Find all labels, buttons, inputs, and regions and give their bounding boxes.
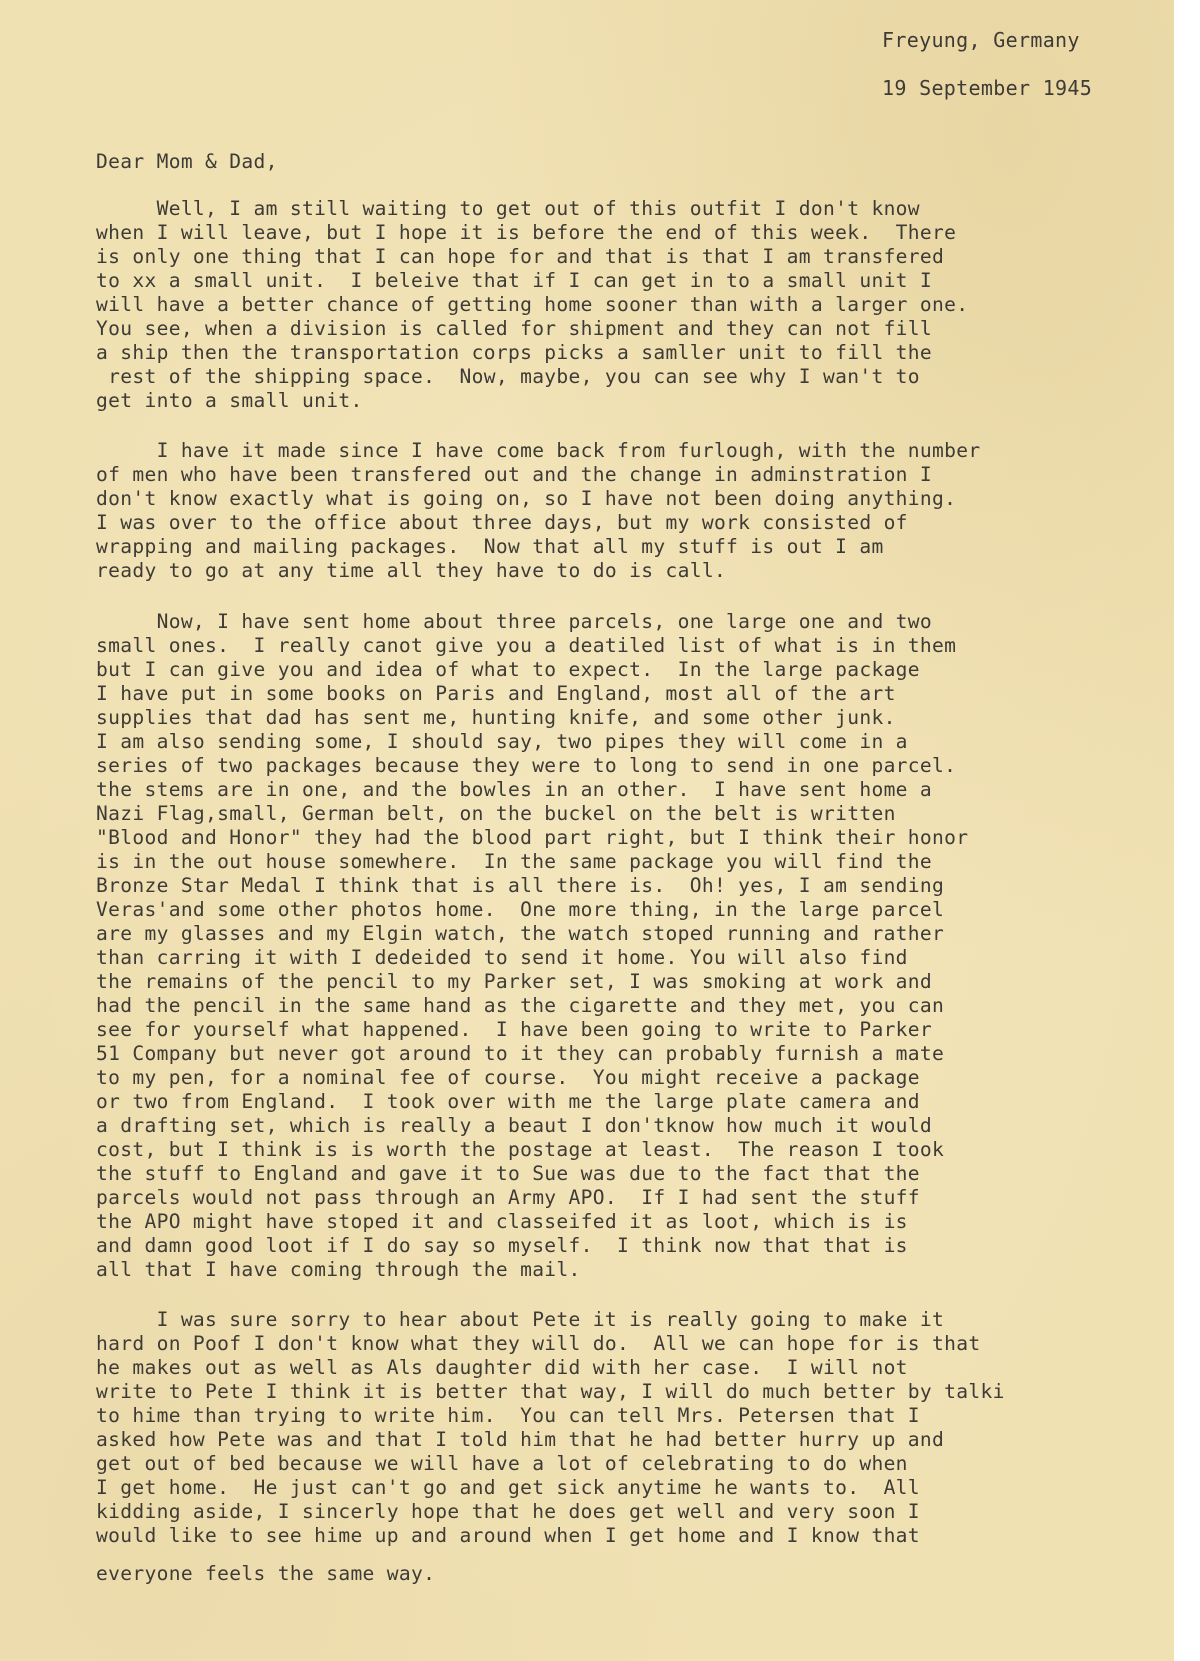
text-line: he makes out as well as Als daughter did with her case. I will not xyxy=(96,1356,908,1379)
text-line: hard on Poof I don't know what they will do. All we can hope for is that xyxy=(96,1332,981,1355)
text-line: kidding aside, I sincerly hope that he does get well and very soon I xyxy=(96,1500,920,1523)
text-line: parcels would not pass through an Army APO. If I had sent the stuff xyxy=(96,1186,920,1209)
text-line: will have a better chance of getting home sooner than with a larger one. xyxy=(96,293,969,316)
text-line: had the pencil in the same hand as the cigarette and they met, you can xyxy=(96,994,945,1017)
text-line: when I will leave, but I hope it is before the end of this week. There xyxy=(96,221,957,244)
text-line: would like to see hime up and around when I get home and I know that xyxy=(96,1524,920,1547)
letter-place: Freyung, Germany xyxy=(882,28,1080,52)
text-line: I have it made since I have come back from furlough, with the number xyxy=(96,439,981,462)
text-line: 51 Company but never got around to it they can probably furnish a mate xyxy=(96,1042,945,1065)
text-line: the remains of the pencil to my Parker set, I was smoking at work and xyxy=(96,970,933,993)
text-line: ready to go at any time all they have to do is call. xyxy=(96,559,727,582)
text-line: Now, I have sent home about three parcels, one large one and two xyxy=(96,610,933,633)
text-line: asked how Pete was and that I told him that he had better hurry up and xyxy=(96,1428,945,1451)
text-line: I get home. He just can't go and get sick anytime he wants to. All xyxy=(96,1476,920,1499)
text-line: supplies that dad has sent me, hunting knife, and some other junk. xyxy=(96,706,896,729)
text-line: Nazi Flag,small, German belt, on the buckel on the belt is written xyxy=(96,802,896,825)
text-line: are my glasses and my Elgin watch, the watch stoped running and rather xyxy=(96,922,945,945)
text-line: all that I have coming through the mail. xyxy=(96,1258,581,1281)
text-line: I was sure sorry to hear about Pete it is really going to make it xyxy=(96,1308,945,1331)
text-line: or two from England. I took over with me the large plate camera and xyxy=(96,1090,920,1113)
paragraph-3 xyxy=(96,610,968,1282)
text-line: the stems are in one, and the bowles in an other. I have sent home a xyxy=(96,778,933,801)
text-line: I am also sending some, I should say, two pipes they will come in a xyxy=(96,730,908,753)
text-line: cost, but I think is is worth the postage at least. The reason I took xyxy=(96,1138,945,1161)
text-line: Bronze Star Medal I think that is all there is. Oh! yes, I am sending xyxy=(96,874,945,897)
letter-salutation: Dear Mom & Dad, xyxy=(96,150,278,173)
text-line: small ones. I really canot give you a deatiled list of what is in them xyxy=(96,634,957,657)
paragraph-4 xyxy=(96,1308,1005,1548)
text-line: a drafting set, which is really a beaut I don'tknow how much it would xyxy=(96,1114,933,1137)
text-line: You see, when a division is called for shipment and they can not fill xyxy=(96,317,933,340)
text-line: the APO might have stoped it and classeifed it as loot, which is is xyxy=(96,1210,908,1233)
text-line: wrapping and mailing packages. Now that all my stuff is out I am xyxy=(96,535,884,558)
text-line: get out of bed because we will have a lot of celebrating to do when xyxy=(96,1452,908,1475)
text-line: the stuff to England and gave it to Sue was due to the fact that the xyxy=(96,1162,920,1185)
text-line: Veras'and some other photos home. One more thing, in the large parcel xyxy=(96,898,945,921)
text-line: of men who have been transfered out and the change in adminstration I xyxy=(96,463,933,486)
text-line: is only one thing that I can hope for and that is that I am transfered xyxy=(96,245,945,268)
text-line: "Blood and Honor" they had the blood part right, but I think their honor xyxy=(96,826,969,849)
paragraph-2 xyxy=(96,439,981,583)
text-line: but I can give you and idea of what to expect. In the large package xyxy=(96,658,920,681)
text-line: I have put in some books on Paris and England, most all of the art xyxy=(96,682,896,705)
text-line: a ship then the transportation corps picks a samller unit to fill the xyxy=(96,341,933,364)
letter-closing-line: everyone feels the same way. xyxy=(96,1562,436,1585)
text-line: to hime than trying to write him. You can tell Mrs. Petersen that I xyxy=(96,1404,920,1427)
text-line: to xx a small unit. I beleive that if I can get in to a small unit I xyxy=(96,269,933,292)
text-line: I was over to the office about three days, but my work consisted of xyxy=(96,511,908,534)
text-line: see for yourself what happened. I have been going to write to Parker xyxy=(96,1018,933,1041)
text-line: to my pen, for a nominal fee of course. You might receive a package xyxy=(96,1066,920,1089)
text-line: write to Pete I think it is better that way, I will do much better by talki xyxy=(96,1380,1005,1403)
letter-date: 19 September 1945 xyxy=(882,76,1093,100)
paragraph-1 xyxy=(96,197,968,413)
text-line: than carring it with I dedeided to send it home. You will also find xyxy=(96,946,908,969)
text-line: don't know exactly what is going on, so I have not been doing anything. xyxy=(96,487,957,510)
paper-edge xyxy=(1174,0,1190,1661)
text-line: and damn good loot if I do say so myself. I think now that that is xyxy=(96,1234,908,1257)
text-line: get into a small unit. xyxy=(96,389,363,412)
text-line: Well, I am still waiting to get out of this outfit I don't know xyxy=(96,197,920,220)
text-line: is in the out house somewhere. In the same package you will find the xyxy=(96,850,933,873)
text-line: rest of the shipping space. Now, maybe, you can see why I wan't to xyxy=(96,365,920,388)
text-line: series of two packages because they were to long to send in one parcel. xyxy=(96,754,957,777)
